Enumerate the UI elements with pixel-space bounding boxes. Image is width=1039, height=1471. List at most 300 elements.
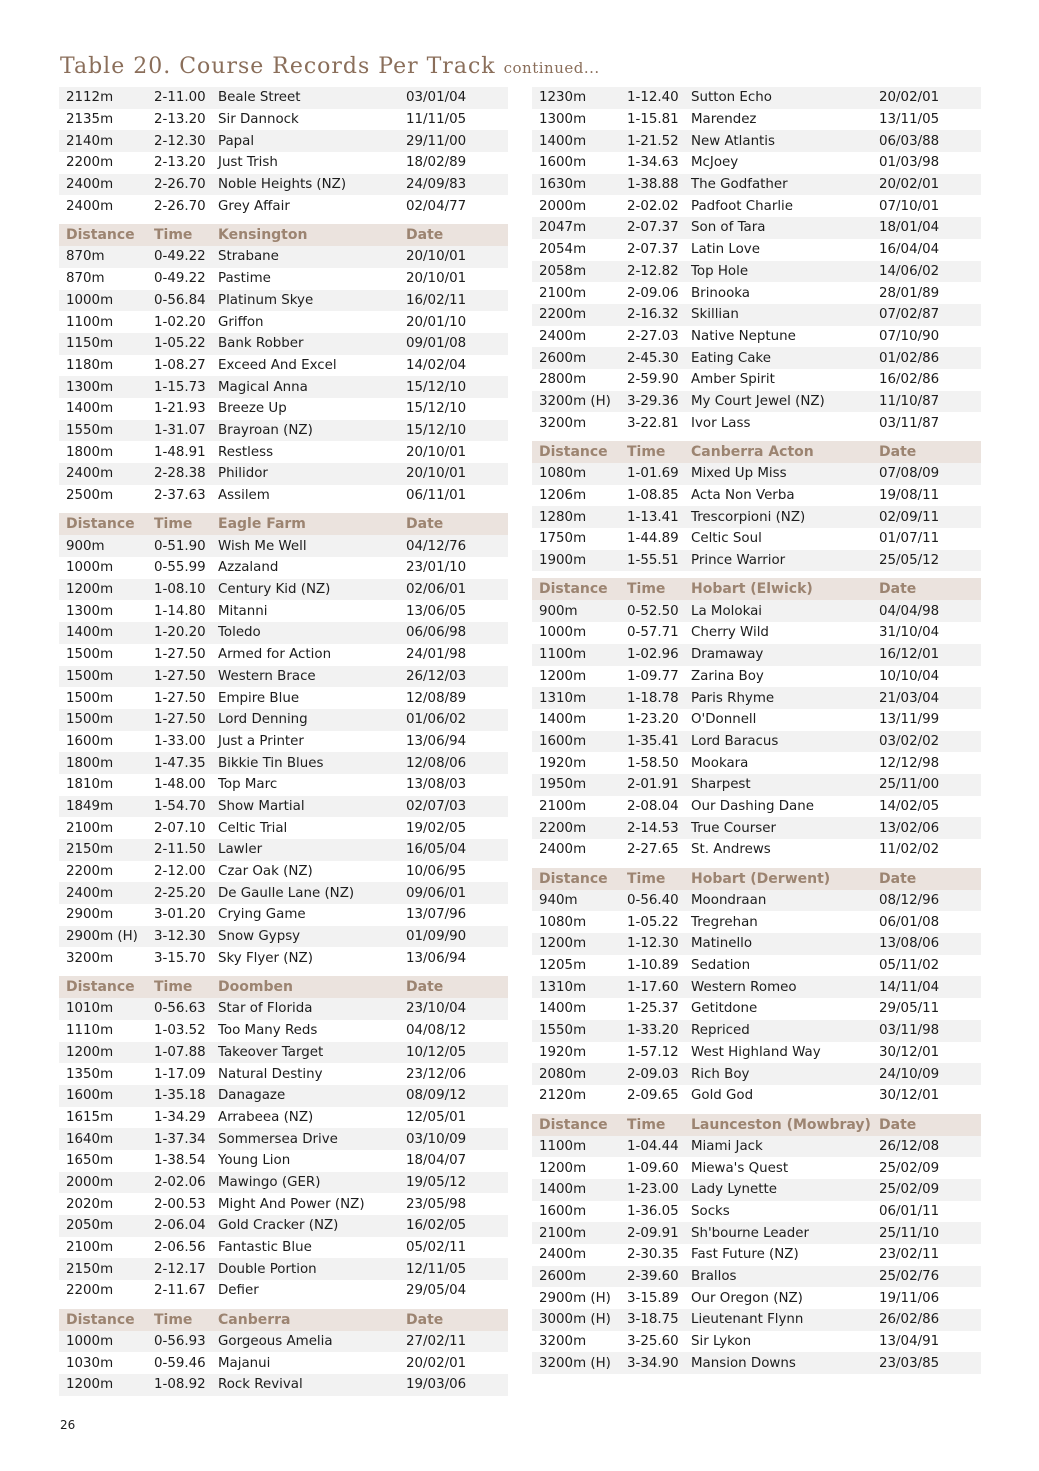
cell-time: 2-26.70 — [154, 177, 206, 193]
cell-time: 2-13.20 — [154, 155, 206, 171]
table-row — [532, 1266, 981, 1288]
table-row — [59, 109, 508, 131]
cell-horse: Dramaway — [691, 647, 764, 663]
cell-distance: 2200m — [539, 307, 587, 323]
cell-horse: My Court Jewel (NZ) — [691, 393, 825, 409]
table-row — [532, 839, 981, 861]
cell-time: 2-11.00 — [154, 90, 206, 106]
cell-time: 1-21.52 — [627, 133, 679, 149]
cell-time: 2-09.91 — [627, 1225, 679, 1241]
table-row — [59, 644, 508, 666]
table-row — [532, 1331, 981, 1353]
cell-time: 0-56.84 — [154, 292, 206, 308]
cell-time: 1-03.52 — [154, 1023, 206, 1039]
cell-distance: 2400m — [66, 198, 114, 214]
cell-distance: 1230m — [539, 90, 587, 106]
table-row — [59, 1107, 508, 1129]
cell-date: 15/12/10 — [406, 422, 467, 438]
cell-horse: Celtic Trial — [218, 820, 288, 836]
table-row — [59, 666, 508, 688]
cell-distance: 2150m — [66, 1261, 114, 1277]
table-row — [59, 195, 508, 217]
cell-date: 19/11/06 — [879, 1290, 940, 1306]
cell-time: 2-02.02 — [627, 198, 679, 214]
table-row — [59, 1063, 508, 1085]
cell-date: 24/09/83 — [406, 177, 467, 193]
records-rows — [59, 87, 508, 217]
cell-time: 1-33.20 — [627, 1023, 679, 1039]
cell-time: 2-11.67 — [154, 1283, 206, 1299]
table-row — [59, 311, 508, 333]
cell-distance: 1000m — [66, 1334, 114, 1350]
cell-distance: 1200m — [66, 1377, 114, 1393]
cell-distance: 2058m — [539, 263, 587, 279]
table-row — [59, 355, 508, 377]
cell-distance: 2100m — [539, 285, 587, 301]
cell-distance: 2200m — [539, 820, 587, 836]
cell-time: 2-09.03 — [627, 1066, 679, 1082]
table-row — [59, 1237, 508, 1259]
cell-date: 02/04/77 — [406, 198, 467, 214]
cell-date: 18/04/07 — [406, 1153, 467, 1169]
cell-distance: 1310m — [539, 690, 587, 706]
cell-date: 23/01/10 — [406, 560, 467, 576]
table-row — [532, 174, 981, 196]
cell-date: 03/02/02 — [879, 733, 940, 749]
cell-date: 16/02/86 — [879, 372, 940, 388]
cell-horse: Getitdone — [691, 1001, 758, 1017]
cell-horse: Griffon — [218, 314, 264, 330]
cell-time: 1-47.35 — [154, 755, 206, 771]
cell-date: 05/11/02 — [879, 958, 940, 974]
cell-date: 26/02/86 — [879, 1312, 940, 1328]
cell-date: 25/05/12 — [879, 553, 940, 569]
cell-distance: 1100m — [66, 314, 114, 330]
cell-time: 1-20.20 — [154, 625, 206, 641]
cell-horse: Paris Rhyme — [691, 690, 775, 706]
cell-horse: Brinooka — [691, 285, 751, 301]
cell-time: 2-07.10 — [154, 820, 206, 836]
cell-date: 19/02/05 — [406, 820, 467, 836]
cell-time: 1-09.60 — [627, 1160, 679, 1176]
cell-time: 3-34.90 — [627, 1355, 679, 1371]
section-header — [532, 578, 981, 600]
cell-date: 21/03/04 — [879, 690, 940, 706]
cell-distance: 1630m — [539, 177, 587, 193]
table-row — [59, 796, 508, 818]
cell-time: 2-12.30 — [154, 133, 206, 149]
cell-date: 10/06/95 — [406, 864, 467, 880]
cell-time: 0-56.63 — [154, 1001, 206, 1017]
cell-time: 1-48.91 — [154, 444, 206, 460]
cell-date: 20/02/01 — [406, 1355, 467, 1371]
cell-horse: O'Donnell — [691, 712, 757, 728]
cell-horse: Acta Non Verba — [691, 488, 795, 504]
cell-horse: Strabane — [218, 249, 279, 265]
records-section — [532, 1114, 981, 1375]
table-row — [532, 463, 981, 485]
cell-distance: 2200m — [66, 864, 114, 880]
cell-date: 06/06/98 — [406, 625, 467, 641]
table-row — [532, 369, 981, 391]
cell-distance: 1400m — [539, 133, 587, 149]
cell-horse: Fantastic Blue — [218, 1240, 312, 1256]
cell-time: 0-49.22 — [154, 249, 206, 265]
cell-horse: Beale Street — [218, 90, 301, 106]
cell-horse: Grey Affair — [218, 198, 290, 214]
cell-horse: Gold God — [691, 1088, 754, 1104]
cell-time: 1-35.41 — [627, 733, 679, 749]
table-row — [532, 1157, 981, 1179]
cell-distance: 2047m — [539, 220, 587, 236]
cell-horse: Fast Future (NZ) — [691, 1247, 799, 1263]
cell-date: 13/07/96 — [406, 907, 467, 923]
cell-time: 1-07.88 — [154, 1044, 206, 1060]
title-main: Table 20. Course Records Per Track — [60, 54, 496, 79]
table-row — [532, 1309, 981, 1331]
table-row — [532, 731, 981, 753]
records-rows — [59, 998, 508, 1302]
table-row — [59, 1128, 508, 1150]
cell-distance: 1300m — [539, 112, 587, 128]
cell-horse: Might And Power (NZ) — [218, 1196, 365, 1212]
cell-time: 1-21.93 — [154, 401, 206, 417]
records-rows — [532, 600, 981, 860]
cell-time: 1-13.41 — [627, 509, 679, 525]
cell-date: 16/04/04 — [879, 242, 940, 258]
cell-distance: 870m — [66, 271, 105, 287]
table-row — [532, 1352, 981, 1374]
cell-distance: 2900m (H) — [539, 1290, 611, 1306]
cell-time: 2-09.06 — [627, 285, 679, 301]
cell-time: 3-29.36 — [627, 393, 679, 409]
cell-date: 24/01/98 — [406, 647, 467, 663]
table-row — [59, 1374, 508, 1396]
cell-horse: Bank Robber — [218, 336, 304, 352]
cell-time: 2-08.04 — [627, 798, 679, 814]
cell-time: 1-17.60 — [627, 979, 679, 995]
cell-horse: Assilem — [218, 488, 270, 504]
table-row — [532, 976, 981, 998]
cell-horse: Show Martial — [218, 798, 305, 814]
cell-distance: 1600m — [539, 1203, 587, 1219]
cell-distance: 1100m — [539, 647, 587, 663]
cell-date: 01/03/98 — [879, 155, 940, 171]
cell-horse: Gold Cracker (NZ) — [218, 1218, 339, 1234]
cell-distance: 2020m — [66, 1196, 114, 1212]
header-date: Date — [406, 1311, 444, 1328]
cell-time: 3-18.75 — [627, 1312, 679, 1328]
table-row — [59, 1020, 508, 1042]
cell-time: 1-09.77 — [627, 668, 679, 684]
cell-time: 1-05.22 — [627, 914, 679, 930]
cell-horse: Lieutenant Flynn — [691, 1312, 804, 1328]
cell-date: 29/05/04 — [406, 1283, 467, 1299]
table-row — [59, 268, 508, 290]
cell-date: 30/12/01 — [879, 1088, 940, 1104]
cell-distance: 1400m — [66, 401, 114, 417]
records-section — [59, 1309, 508, 1396]
cell-horse: Takeover Target — [218, 1044, 324, 1060]
cell-time: 2-37.63 — [154, 488, 206, 504]
cell-date: 20/10/01 — [406, 249, 467, 265]
cell-distance: 1550m — [539, 1023, 587, 1039]
cell-horse: Papal — [218, 133, 255, 149]
table-row — [532, 1201, 981, 1223]
table-row — [59, 333, 508, 355]
cell-date: 13/08/06 — [879, 936, 940, 952]
cell-distance: 1350m — [66, 1066, 114, 1082]
cell-distance: 1000m — [539, 625, 587, 641]
cell-distance: 1400m — [539, 712, 587, 728]
cell-date: 12/05/01 — [406, 1109, 467, 1125]
cell-horse: Sommersea Drive — [218, 1131, 338, 1147]
cell-time: 1-17.09 — [154, 1066, 206, 1082]
cell-distance: 1600m — [66, 733, 114, 749]
cell-date: 10/12/05 — [406, 1044, 467, 1060]
cell-time: 1-33.00 — [154, 733, 206, 749]
cell-date: 23/05/98 — [406, 1196, 467, 1212]
cell-time: 2-28.38 — [154, 466, 206, 482]
header-date: Date — [406, 516, 444, 533]
cell-horse: Century Kid (NZ) — [218, 582, 331, 598]
cell-horse: Western Romeo — [691, 979, 797, 995]
cell-date: 26/12/08 — [879, 1138, 940, 1154]
cell-distance: 3200m (H) — [539, 1355, 611, 1371]
cell-distance: 1080m — [539, 466, 587, 482]
cell-time: 2-02.06 — [154, 1174, 206, 1190]
cell-date: 13/06/05 — [406, 603, 467, 619]
header-date: Date — [406, 979, 444, 996]
header-distance: Distance — [539, 870, 608, 887]
cell-time: 1-27.50 — [154, 712, 206, 728]
table-row — [59, 463, 508, 485]
header-distance: Distance — [66, 1311, 135, 1328]
table-row — [532, 1244, 981, 1266]
header-date: Date — [879, 581, 917, 598]
cell-distance: 940m — [539, 893, 578, 909]
cell-time: 2-07.37 — [627, 242, 679, 258]
header-track-name: Eagle Farm — [218, 516, 306, 533]
cell-time: 3-25.60 — [627, 1334, 679, 1350]
cell-distance: 1300m — [66, 379, 114, 395]
cell-date: 12/08/06 — [406, 755, 467, 771]
cell-horse: Matinello — [691, 936, 753, 952]
table-row — [59, 1215, 508, 1237]
table-row — [532, 600, 981, 622]
cell-horse: Defier — [218, 1283, 259, 1299]
table-row — [532, 1020, 981, 1042]
cell-time: 2-14.53 — [627, 820, 679, 836]
cell-date: 06/11/01 — [406, 488, 467, 504]
cell-time: 2-07.37 — [627, 220, 679, 236]
cell-horse: New Atlantis — [691, 133, 775, 149]
table-row — [59, 839, 508, 861]
table-row — [532, 239, 981, 261]
cell-horse: Mookara — [691, 755, 749, 771]
cell-date: 02/06/01 — [406, 582, 467, 598]
cell-horse: Azzaland — [218, 560, 279, 576]
header-date: Date — [879, 1116, 917, 1133]
table-row — [59, 861, 508, 883]
cell-time: 1-08.92 — [154, 1377, 206, 1393]
cell-time: 1-38.88 — [627, 177, 679, 193]
cell-distance: 1080m — [539, 914, 587, 930]
cell-date: 13/06/94 — [406, 733, 467, 749]
cell-horse: Our Dashing Dane — [691, 798, 814, 814]
cell-horse: Tregrehan — [691, 914, 758, 930]
cell-distance: 1400m — [66, 625, 114, 641]
header-date: Date — [879, 444, 917, 460]
cell-date: 14/02/05 — [879, 798, 940, 814]
table-row — [59, 904, 508, 926]
cell-horse: Brallos — [691, 1269, 737, 1285]
cell-horse: Top Hole — [691, 263, 749, 279]
cell-distance: 2800m — [539, 372, 587, 388]
cell-horse: Mixed Up Miss — [691, 466, 787, 482]
cell-time: 2-30.35 — [627, 1247, 679, 1263]
table-row — [59, 174, 508, 196]
table-row — [532, 130, 981, 152]
cell-distance: 1200m — [539, 668, 587, 684]
cell-horse: Latin Love — [691, 242, 760, 258]
cell-date: 25/02/09 — [879, 1182, 940, 1198]
cell-time: 2-16.32 — [627, 307, 679, 323]
cell-distance: 2050m — [66, 1218, 114, 1234]
table-row — [532, 1287, 981, 1309]
table-row — [59, 622, 508, 644]
cell-time: 1-31.07 — [154, 422, 206, 438]
table-row — [532, 1136, 981, 1158]
cell-date: 25/11/00 — [879, 777, 940, 793]
table-row — [59, 557, 508, 579]
header-track-name: Hobart (Elwick) — [691, 581, 813, 598]
cell-time: 1-08.85 — [627, 488, 679, 504]
cell-distance: 1750m — [539, 531, 587, 547]
cell-date: 14/02/04 — [406, 357, 467, 373]
table-row — [59, 731, 508, 753]
cell-distance: 1200m — [66, 1044, 114, 1060]
records-rows — [59, 246, 508, 506]
cell-horse: Zarina Boy — [691, 668, 764, 684]
cell-date: 03/10/09 — [406, 1131, 467, 1147]
cell-time: 2-45.30 — [627, 350, 679, 366]
cell-horse: Socks — [691, 1203, 730, 1219]
header-distance: Distance — [66, 979, 135, 996]
cell-date: 23/12/06 — [406, 1066, 467, 1082]
cell-horse: True Courser — [691, 820, 776, 836]
cell-time: 2-12.17 — [154, 1261, 206, 1277]
header-distance: Distance — [539, 1116, 608, 1133]
cell-distance: 1849m — [66, 798, 114, 814]
cell-horse: Crying Game — [218, 907, 306, 923]
cell-horse: Sharpest — [691, 777, 751, 793]
cell-time: 1-23.00 — [627, 1182, 679, 1198]
cell-date: 16/02/11 — [406, 292, 467, 308]
cell-time: 1-34.29 — [154, 1109, 206, 1125]
table-row — [59, 420, 508, 442]
header-distance: Distance — [66, 516, 135, 533]
table-row — [59, 926, 508, 948]
cell-distance: 2400m — [539, 842, 587, 858]
records-rows — [532, 890, 981, 1107]
cell-horse: Sh'bourne Leader — [691, 1225, 810, 1241]
cell-date: 07/10/90 — [879, 328, 940, 344]
cell-distance: 1010m — [66, 1001, 114, 1017]
cell-horse: Sky Flyer (NZ) — [218, 950, 313, 966]
left-column — [59, 87, 508, 1403]
table-row — [59, 882, 508, 904]
cell-horse: Philidor — [218, 466, 268, 482]
table-row — [59, 1150, 508, 1172]
cell-date: 20/02/01 — [879, 177, 940, 193]
cell-horse: Rock Revival — [218, 1377, 303, 1393]
cell-distance: 3200m — [539, 415, 587, 431]
cell-time: 3-15.89 — [627, 1290, 679, 1306]
cell-horse: Eating Cake — [691, 350, 771, 366]
cell-time: 3-12.30 — [154, 929, 206, 945]
cell-distance: 2100m — [66, 1240, 114, 1256]
cell-time: 1-14.80 — [154, 603, 206, 619]
cell-time: 1-12.30 — [627, 936, 679, 952]
table-row — [532, 1042, 981, 1064]
cell-distance: 2500m — [66, 488, 114, 504]
cell-distance: 1110m — [66, 1023, 114, 1039]
cell-horse: Bikkie Tin Blues — [218, 755, 324, 771]
cell-date: 03/11/98 — [879, 1023, 940, 1039]
cell-date: 19/03/06 — [406, 1377, 467, 1393]
cell-distance: 1150m — [66, 336, 114, 352]
cell-date: 15/12/10 — [406, 401, 467, 417]
cell-time: 2-09.65 — [627, 1088, 679, 1104]
header-time: Time — [627, 1116, 666, 1133]
cell-time: 0-55.99 — [154, 560, 206, 576]
cell-date: 23/10/04 — [406, 1001, 467, 1017]
header-track-name: Doomben — [218, 979, 293, 996]
section-header — [532, 868, 981, 890]
cell-date: 23/02/11 — [879, 1247, 940, 1263]
cell-date: 01/06/02 — [406, 712, 467, 728]
cell-distance: 2200m — [66, 155, 114, 171]
table-row — [59, 485, 508, 507]
table-row — [532, 195, 981, 217]
section-header — [59, 513, 508, 535]
cell-distance: 1810m — [66, 777, 114, 793]
table-row — [59, 1331, 508, 1353]
section-header — [532, 441, 981, 463]
cell-date: 20/10/01 — [406, 271, 467, 287]
cell-distance: 1920m — [539, 755, 587, 771]
cell-distance: 900m — [66, 538, 105, 554]
cell-horse: Moondraan — [691, 893, 767, 909]
table-row — [59, 1042, 508, 1064]
cell-horse: Marendez — [691, 112, 757, 128]
header-date: Date — [879, 870, 917, 887]
header-track-name: Canberra Acton — [691, 444, 814, 460]
cell-date: 07/02/87 — [879, 307, 940, 323]
table-row — [532, 326, 981, 348]
cell-date: 30/12/01 — [879, 1044, 940, 1060]
cell-distance: 3200m — [539, 1334, 587, 1350]
cell-date: 25/11/10 — [879, 1225, 940, 1241]
cell-date: 19/08/11 — [879, 488, 940, 504]
cell-date: 19/05/12 — [406, 1174, 467, 1190]
table-row — [59, 817, 508, 839]
cell-time: 1-04.44 — [627, 1138, 679, 1154]
cell-horse: Armed for Action — [218, 647, 332, 663]
cell-date: 14/11/04 — [879, 979, 940, 995]
table-row — [59, 246, 508, 268]
